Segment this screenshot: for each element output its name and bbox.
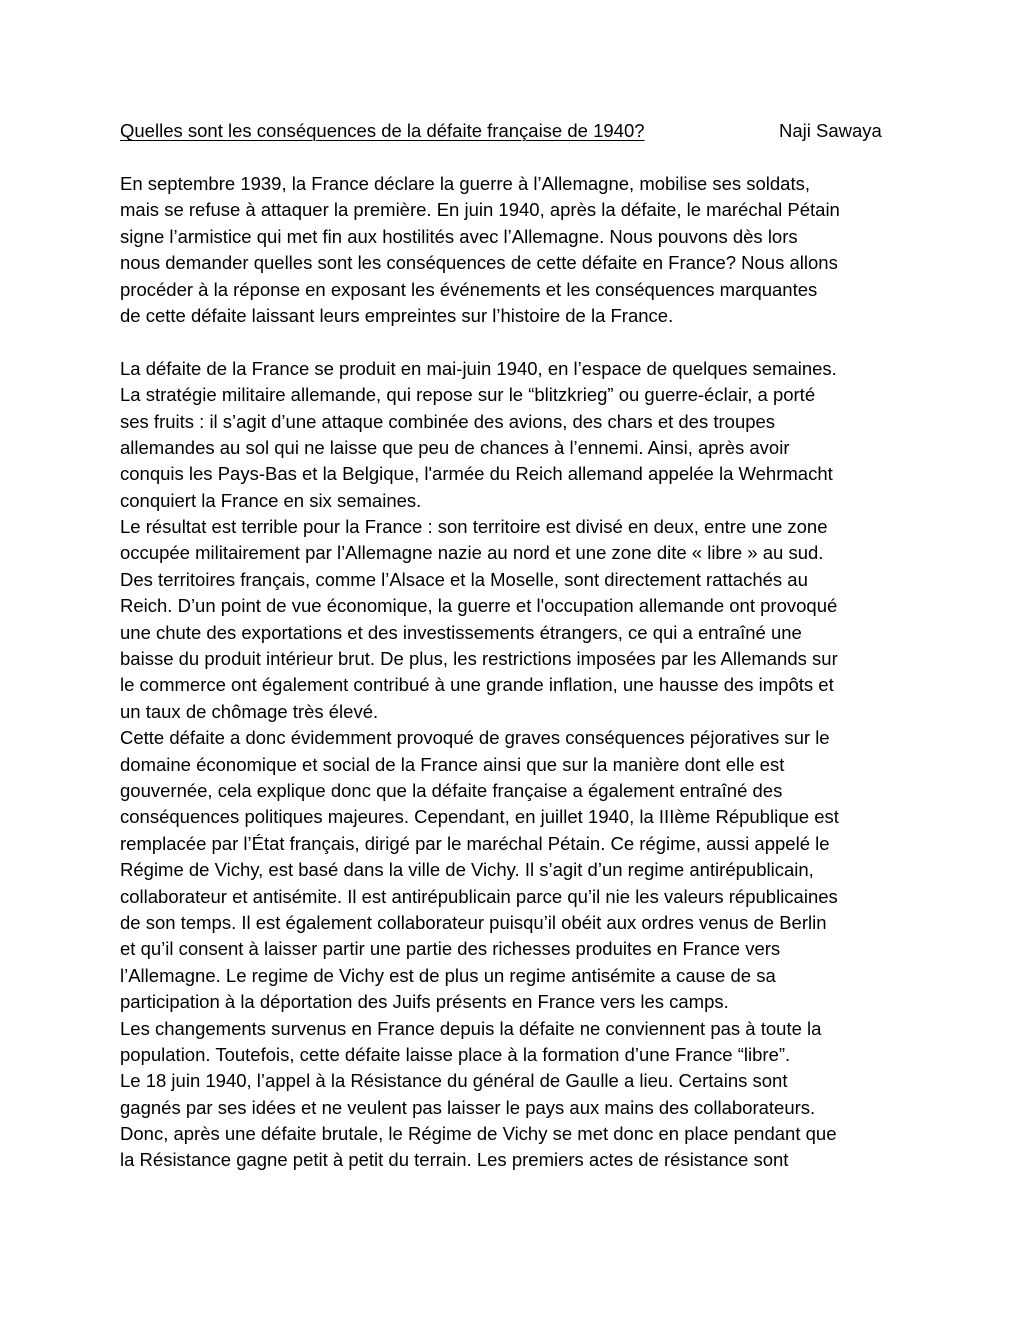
document-header xyxy=(120,117,910,145)
text-line: signe l’armistice qui met fin aux hostilités avec l’Allemagne. Nous pouvons dès lors xyxy=(120,225,798,247)
text-line: Le 18 juin 1940, l’appel à la Résistance du général de Gaulle a lieu. Certains sont xyxy=(120,1070,788,1092)
text-line: Cette défaite a donc évidemment provoqué de graves conséquences péjoratives sur le xyxy=(120,727,830,749)
text-line: nous demander quelles sont les conséquences de cette défaite en France? Nous allons xyxy=(120,252,838,274)
text-line: Régime de Vichy, est basé dans la ville de Vichy. Il s’agit d’un regime antirépublicain, xyxy=(120,859,814,881)
text-line: Donc, après une défaite brutale, le Régime de Vichy se met donc en place pendant que xyxy=(120,1123,837,1145)
text-line: La défaite de la France se produit en mai-juin 1940, en l’espace de quelques semaines. xyxy=(120,357,837,379)
text-line: ses fruits : il s’agit d’une attaque combinée des avions, des chars et des troupes xyxy=(120,410,776,432)
text-line: domaine économique et social de la France ainsi que sur la manière dont elle est xyxy=(120,753,785,775)
text-line: un taux de chômage très élevé. xyxy=(120,700,379,722)
text-line: baisse du produit intérieur brut. De plus, les restrictions imposées par les Allemands sur xyxy=(120,648,838,670)
text-line: En septembre 1939, la France déclare la guerre à l’Allemagne, mobilise ses soldats, xyxy=(120,173,811,194)
text-line: l’Allemagne. Le regime de Vichy est de plus un regime antisémite a cause de sa xyxy=(120,964,776,986)
paragraph xyxy=(120,356,910,514)
text-line: procéder à la réponse en exposant les événements et les conséquences marquantes xyxy=(120,278,818,300)
text-line: conséquences politiques majeures. Cependant, en juillet 1940, la IIIème République est xyxy=(120,806,839,828)
paragraph-spacer xyxy=(120,329,910,355)
document-title: Quelles sont les conséquences de la défaite française de 1940? xyxy=(120,120,645,141)
text-line: participation à la déportation des Juifs présents en France vers les camps. xyxy=(120,991,729,1013)
text-line: Les changements survenus en France depuis la défaite ne conviennent pas à toute la xyxy=(120,1017,822,1039)
text-line: Des territoires français, comme l’Alsace et la Moselle, sont directement rattachés au xyxy=(120,568,808,590)
text-line: conquiert la France en six semaines. xyxy=(120,489,422,511)
text-line: Reich. D’un point de vue économique, la guerre et l'occupation allemande ont provoqué xyxy=(120,595,838,617)
document-body xyxy=(120,171,910,1174)
text-line: gagnés par ses idées et ne veulent pas laisser le pays aux mains des collaborateurs. xyxy=(120,1096,816,1118)
text-line: La stratégie militaire allemande, qui repose sur le “blitzkrieg” ou guerre-éclair, a porté xyxy=(120,384,816,406)
author-name: Naji Sawaya xyxy=(779,120,882,141)
document-page xyxy=(120,117,910,1174)
text-line: une chute des exportations et des investissements étrangers, ce qui a entraîné une xyxy=(120,621,802,643)
paragraph xyxy=(120,1068,910,1174)
paragraph xyxy=(120,514,910,725)
text-line: remplacée par l’État français, dirigé par le maréchal Pétain. Ce régime, aussi appelé le xyxy=(120,832,830,854)
text-line: mais se refuse à attaquer la première. En juin 1940, après la défaite, le maréchal Pétain xyxy=(120,199,840,221)
text-line: la Résistance gagne petit à petit du terrain. Les premiers actes de résistance sont xyxy=(120,1149,789,1171)
text-line: collaborateur et antisémite. Il est antirépublicain parce qu’il nie les valeurs républicaines xyxy=(120,885,838,907)
text-line: occupée militairement par l’Allemagne nazie au nord et une zone dite « libre » au sud. xyxy=(120,542,824,564)
text-line: allemandes au sol qui ne laisse que peu de chances à l’ennemi. Ainsi, après avoir xyxy=(120,436,790,458)
text-line: de cette défaite laissant leurs empreintes sur l’histoire de la France. xyxy=(120,304,674,326)
text-line: Le résultat est terrible pour la France : son territoire est divisé en deux, entre une zone xyxy=(120,516,828,538)
text-line: et qu’il consent à laisser partir une partie des richesses produites en France vers xyxy=(120,938,781,960)
text-line: gouvernée, cela explique donc que la défaite française a également entraîné des xyxy=(120,779,783,801)
text-line: conquis les Pays-Bas et la Belgique, l'armée du Reich allemand appelée la Wehrmacht xyxy=(120,463,833,485)
text-line: le commerce ont également contribué à une grande inflation, une hausse des impôts et xyxy=(120,674,834,696)
paragraph xyxy=(120,171,910,329)
paragraph xyxy=(120,725,910,1015)
text-line: de son temps. Il est également collaborateur puisqu’il obéit aux ordres venus de Berlin xyxy=(120,911,827,933)
text-line: population. Toutefois, cette défaite laisse place à la formation d’une France “libre”. xyxy=(120,1043,791,1065)
paragraph xyxy=(120,1016,910,1069)
